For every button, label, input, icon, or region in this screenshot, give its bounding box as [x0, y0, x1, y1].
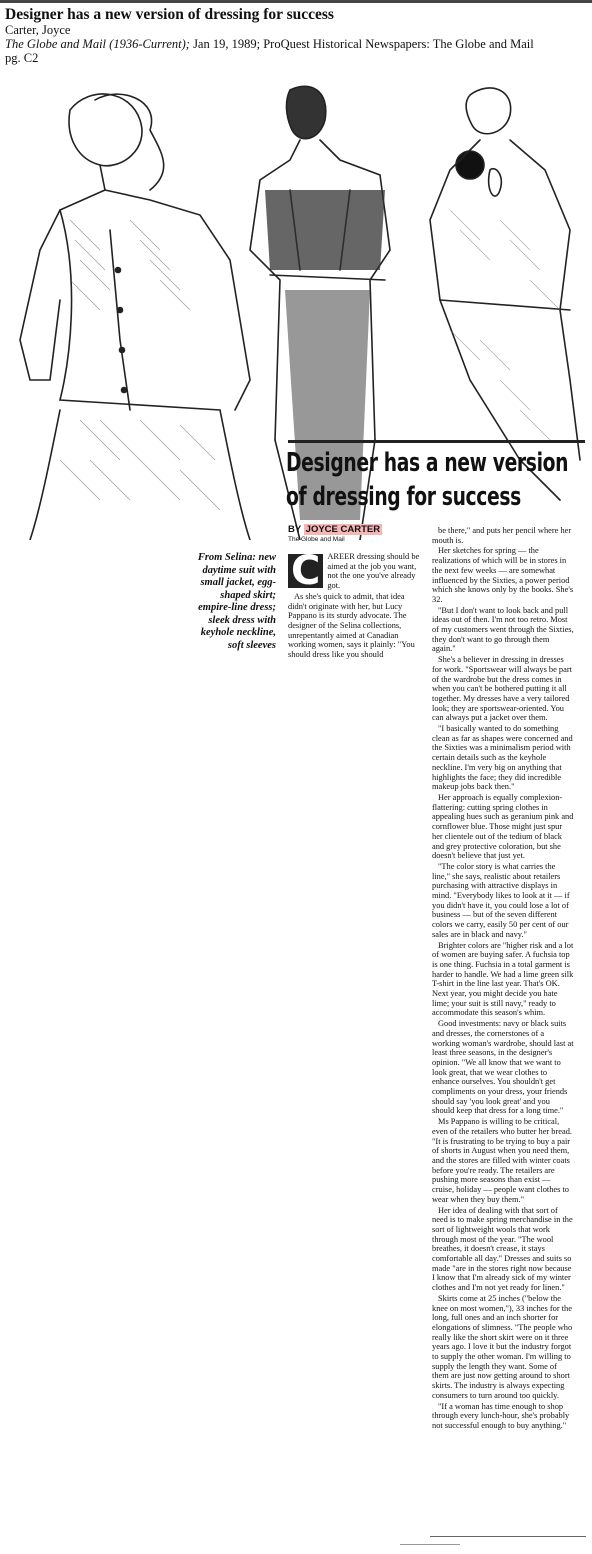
bottom-scan-mark — [400, 1544, 460, 1545]
article-column-2 — [432, 526, 574, 1432]
author: Carter, Joyce — [5, 23, 71, 37]
document-title: Designer has a new version of dressing for success — [5, 6, 334, 23]
citation-details: Jan 19, 1989; ProQuest Historical Newspapers: The Globe and Mail — [193, 37, 534, 51]
paragraph: She's a believer in dressing in dresses for work. "Sportswear will always be part of the wardrobe but the dress comes in when you can't be bothered putting it all together. My dresses have a very tailored look; they are sportswear-oriented. You can always put a jacket over them. — [432, 655, 572, 723]
paragraph: Ms Pappano is willing to be critical, even of the retailers who butter her bread. "It is frustrating to be trying to buy a pair of shorts in August when you need them, and the stores are filled with winter coats before you're ready. The retailers are pushing more seasons than exist — cruise, holiday — people want clothes to wear when they buy them." — [432, 1117, 572, 1204]
drop-cap: C — [288, 554, 323, 588]
paragraph: be there," and puts her pencil where her mouth is. — [432, 526, 572, 545]
headline-line-1: Designer has a new version — [286, 448, 569, 478]
paragraph: AREER dressing should be aimed at the job you want, not the one you've already got. — [327, 552, 420, 591]
paragraph: "If a woman has time enough to shop through every lunch-hour, she's probably not successful enough to buy anything." — [432, 1401, 570, 1430]
byline-source: The Globe and Mail — [288, 536, 345, 543]
paragraph: Her approach is equally complexion-flattering: cutting spring clothes in appealing hues such as geranium pink and cornflower blue. Those might just spur her clientele out of the tedium of black and grey protective coloration, but she doesn't believe that just yet. — [432, 792, 574, 861]
paragraph: Her sketches for spring — the realizations of which will be in stores in the next few weeks — are somewhat influenced by the Sixties, a power period which she knows only by the books. She's 32. — [432, 546, 574, 604]
publication-name: The Globe and Mail (1936-Current); — [5, 37, 190, 51]
headline-rule — [288, 440, 585, 443]
paragraph: "I basically wanted to do something clean as far as shapes were concerned and the Sixties was a minimalism period with certain details such as the keyhole neckline. I'm very big on anything that highlights the face; they did incredible makeup jobs back then." — [432, 724, 573, 792]
top-border — [0, 0, 592, 3]
paragraph: Brighter colors are "higher risk and a lot of women are buying safer. A fuchsia top is one thing. Fuchsia in a total garment is harder to handle. We had a lime green silk T-shirt in the line last year. That's OK. Next year, you might decide you hate lime; your suit is still navy," ready to accommodate this season's whim. — [432, 940, 574, 1018]
byline-name: JOYCE CARTER — [305, 524, 381, 535]
paragraph: "But I don't want to look back and pull ideas out of then. I'm not too retro. Most of my customers went through the Sixties, they don't want to go through them again." — [432, 605, 574, 654]
illustration-caption: From Selina: new daytime suit with small jacket, egg-shaped skirt; empire-line dress; sleek dress with keyhole neckline, soft sleeves — [197, 552, 276, 651]
paragraph: Skirts come at 25 inches ("below the knee on most women,"), 33 inches for the long, full ones and an inch shorter for elongations of slimness. "The people who really like the short skirt were on it three years ago. I love it but the industry forgot to supply the other woman. I'm willing to supply the length they want. Some of them are just now getting around to short skirts. The industry is always expecting consumers to turn around too quickly. — [432, 1293, 573, 1400]
paragraph: "The color story is what carries the line," she says, realistic about retailers purchasing with attractive displays in mind. "Everybody likes to look at it — if you didn't have it, you could lose a lot of business — but of the seven different colors we carry, easily 50 per cent of our sales are in black and navy." — [432, 861, 570, 939]
byline-prefix: BY — [288, 524, 302, 535]
page-number: pg. C2 — [5, 51, 39, 65]
headline-line-2: of dressing for success — [286, 482, 521, 512]
paragraph: Good investments: navy or black suits and dresses, the cornerstones of a working woman's wardrobe, should last at least three seasons, in the designer's opinion. "We all know that we want to look great, that we wear clothes to enhance ourselves. You shouldn't get compliments on your dress, your friends should say 'you look great' and you should keep that dress for a long time." — [432, 1019, 574, 1116]
byline — [288, 524, 382, 535]
citation-header — [5, 6, 585, 65]
paragraph: Her idea of dealing with that sort of need is to make spring merchandise in the sort of lightweight wools that work through most of the year. "The wool breathes, it doesn't crease, it stays comfortable all day." Dresses and suits so made "are in the stores right now because I know that I'm already sick of my winter clothes and I'm not yet ready for linen." — [432, 1205, 573, 1293]
publication-line — [5, 37, 585, 51]
article-column-1 — [288, 548, 424, 661]
headline — [286, 446, 586, 514]
paragraph: As she's quick to admit, that idea didn't originate with her, but Lucy Pappano is its sturdy advocate. The designer of the Selina collections, unrepentantly aimed at Canadian working women, says it plainly: "You should dress like you should — [288, 591, 415, 660]
footer-rule — [430, 1536, 586, 1537]
